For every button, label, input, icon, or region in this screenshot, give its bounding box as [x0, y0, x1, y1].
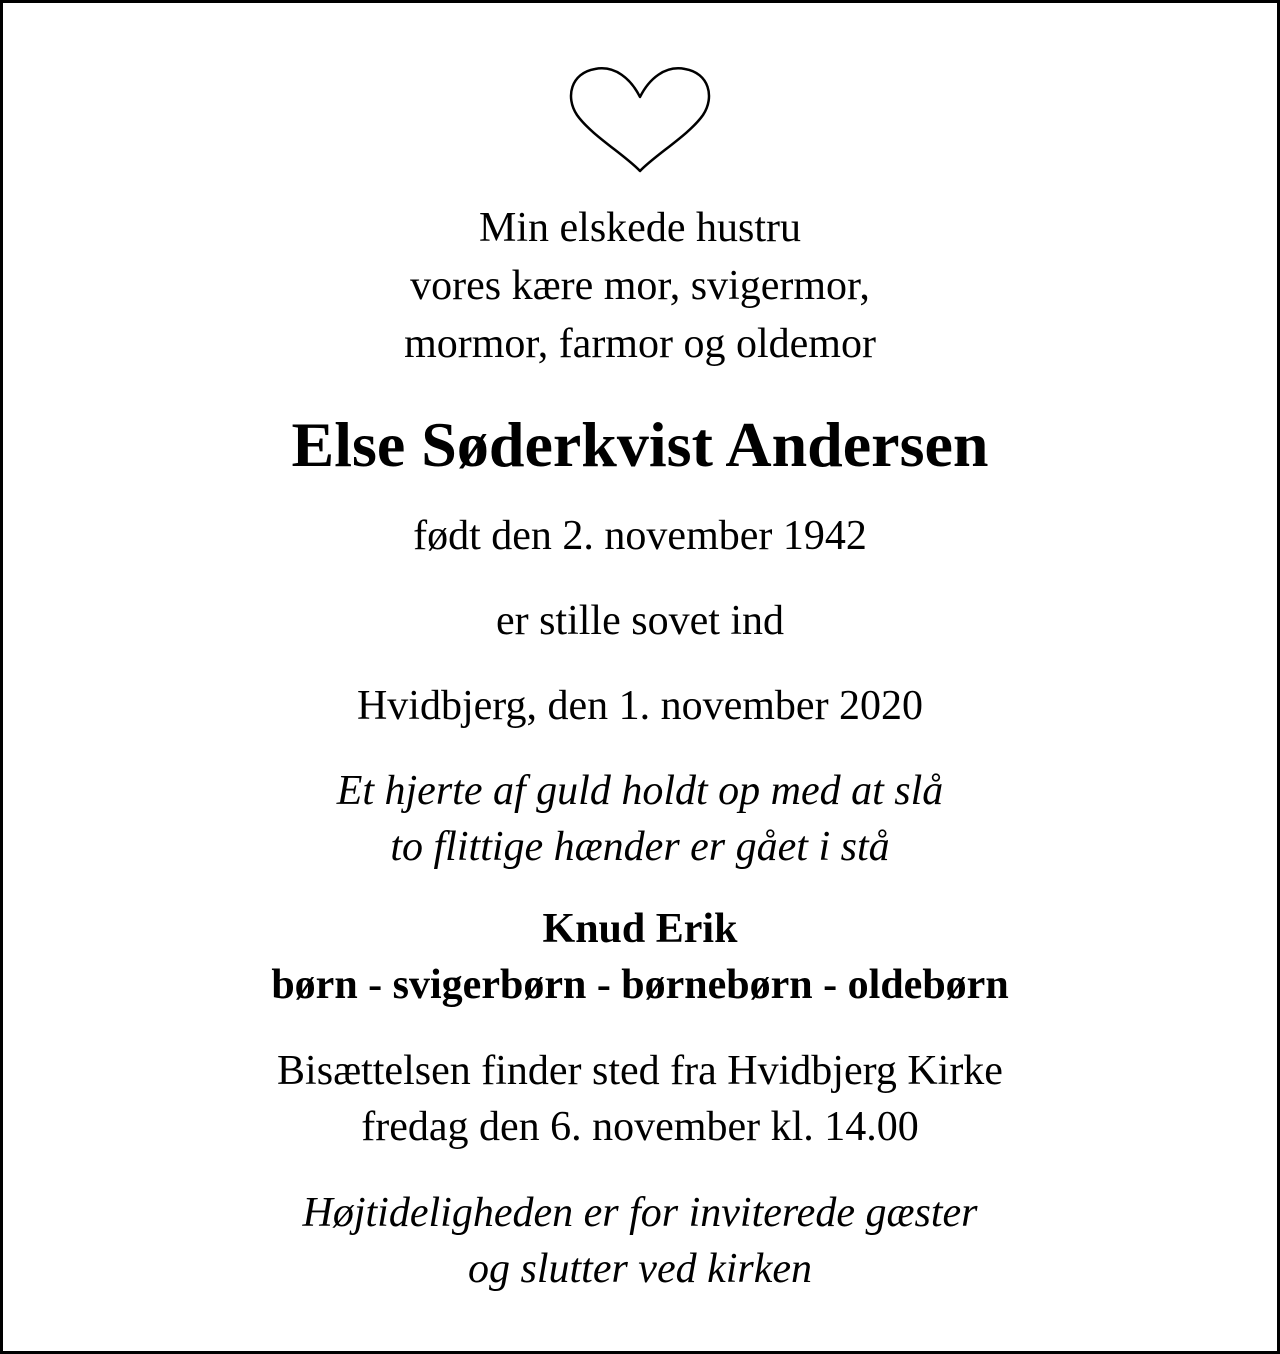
heart-outline-icon	[567, 63, 713, 175]
family-signature	[3, 901, 1277, 1013]
intro-line: mormor, farmor og oldemor	[404, 321, 876, 367]
intro-text	[3, 199, 1277, 373]
birth-date: født den 2. november 1942	[413, 513, 867, 559]
intro-line: vores kære mor, svigermor,	[410, 263, 870, 309]
closing-line: Højtideligheden er for inviterede gæster	[302, 1190, 978, 1236]
closing-note	[3, 1185, 1277, 1297]
intro-line: Min elskede hustru	[479, 205, 801, 251]
funeral-line: fredag den 6. november kl. 14.00	[361, 1104, 919, 1150]
funeral-line: Bisættelsen finder sted fra Hvidbjerg Kirke	[277, 1048, 1003, 1094]
family-line: Knud Erik	[542, 906, 738, 952]
passed-text: er stille sovet ind	[495, 598, 785, 644]
deceased-name: Else Søderkvist Andersen	[291, 409, 989, 480]
heart-ornament	[3, 63, 1277, 175]
closing-line: og slutter ved kirken	[467, 1246, 813, 1292]
verse-line: to flittige hænder er gået i stå	[390, 824, 890, 870]
place-and-death-date: Hvidbjerg, den 1. november 2020	[356, 683, 924, 729]
verse	[3, 763, 1277, 875]
funeral-details	[3, 1043, 1277, 1155]
verse-line: Et hjerte af guld holdt op med at slå	[336, 768, 944, 814]
family-line: børn - svigerbørn - børnebørn - oldebørn	[271, 962, 1009, 1008]
